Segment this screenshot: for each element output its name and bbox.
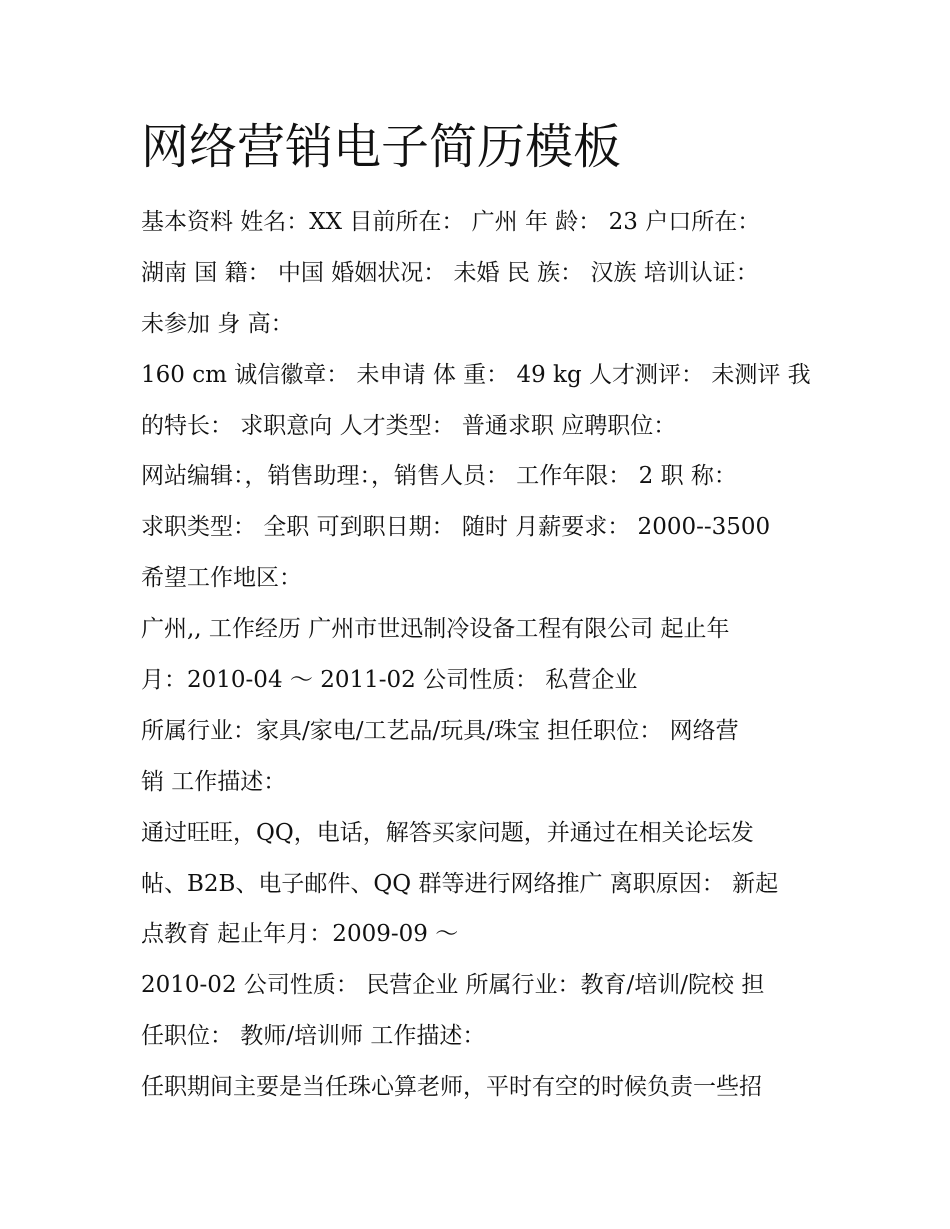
text-line: 160 cm 诚信徽章： 未申请 体 重： 49 kg 人才测评： 未测评 我: [141, 361, 811, 388]
text-line: 湖南 国 籍： 中国 婚姻状况： 未婚 民 族： 汉族 培训认证：: [141, 259, 759, 286]
text-line: 求职类型： 全职 可到职日期： 随时 月薪要求： 2000--3500: [141, 514, 771, 541]
text-line: 2010-02 公司性质： 民营企业 所属行业：教育/培训/院校 担: [141, 972, 765, 999]
text-line: 广州,, 工作经历 广州市世迅制冷设备工程有限公司 起止年: [141, 616, 730, 643]
text-line: 点教育 起止年月：2009-09 ～: [141, 921, 459, 948]
document-body: [141, 197, 831, 1113]
document-title: 网络营销电子简历模板: [141, 119, 622, 175]
text-line: 销 工作描述：: [141, 768, 287, 795]
text-line: 任职位： 教师/培训师 工作描述：: [141, 1023, 486, 1050]
text-line: 所属行业：家具/家电/工艺品/玩具/珠宝 担任职位： 网络营: [141, 717, 739, 744]
text-line: 基本资料 姓名：XX 目前所在： 广州 年 龄： 23 户口所在：: [141, 209, 761, 235]
text-line: 网站编辑：，销售助理：，销售人员： 工作年限： 2 职 称：: [141, 463, 737, 490]
text-line: 希望工作地区：: [141, 565, 302, 592]
text-line: 通过旺旺，QQ，电话，解答买家问题，并通过在相关论坛发: [141, 819, 754, 846]
text-line: 的特长： 求职意向 人才类型： 普通求职 应聘职位：: [141, 412, 677, 439]
text-line: 未参加 身 高：: [141, 310, 294, 337]
text-line: 帖、B2B、电子邮件、QQ 群等进行网络推广 离职原因： 新起: [141, 870, 779, 897]
text-line: 任职期间主要是当任珠心算老师，平时有空的时候负责一些招: [141, 1074, 762, 1101]
text-line: 月：2010-04 ～ 2011-02 公司性质： 私营企业: [141, 667, 638, 694]
